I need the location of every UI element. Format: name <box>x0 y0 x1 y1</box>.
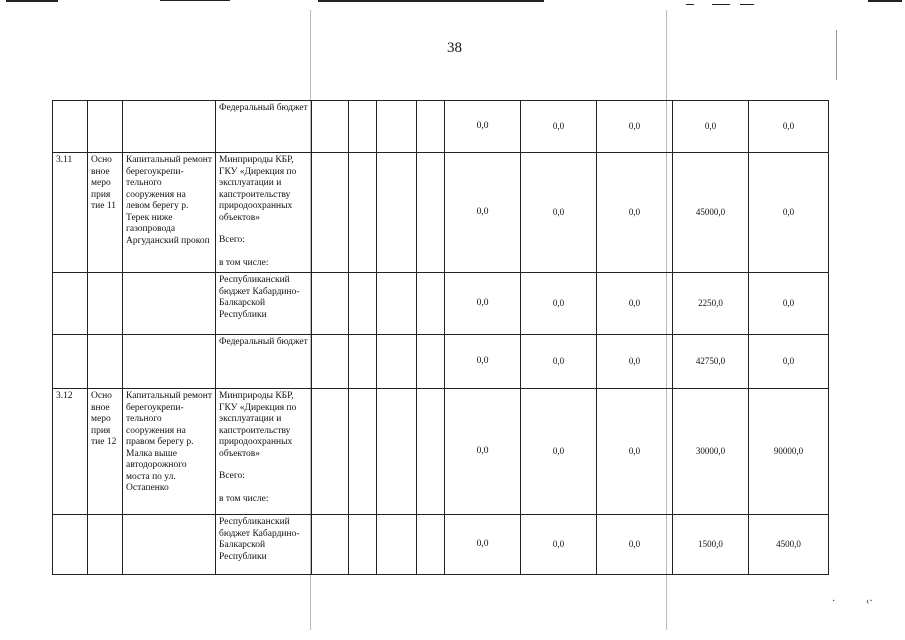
amount-cell: 1500,0 <box>673 515 749 575</box>
event-type-cell <box>88 101 123 153</box>
funding-source-text: Минприроды КБР, ГКУ «Дирекция по эксплуатации и капстроительству природоохранных объектов» <box>219 155 297 223</box>
event-name-cell: Капитальный ремонт берегоукрепи-тельного сооружения на правом берегу р. Малка выше автодорожного моста по ул. Остапенко <box>123 389 216 515</box>
code-cell <box>312 335 349 389</box>
amount-cell: 0,0 <box>521 335 597 389</box>
amount-cell: 30000,0 <box>673 389 749 515</box>
scan-artifact-line <box>686 4 694 5</box>
amount-cell: 0,0 <box>597 515 673 575</box>
event-type-cell: Осно вное меро прия тие 11 <box>88 153 123 273</box>
amount-cell: 0,0 <box>749 153 829 273</box>
row-number-cell <box>53 515 88 575</box>
amount-cell: 0,0 <box>521 101 597 153</box>
funding-source-cell <box>216 153 312 273</box>
amount-cell: 0,0 <box>521 515 597 575</box>
code-cell <box>417 515 445 575</box>
scan-speck: · <box>832 596 836 607</box>
scan-artifact-line <box>6 0 58 2</box>
scan-artifact-line <box>160 0 230 1</box>
code-cell <box>417 153 445 273</box>
code-cell <box>417 273 445 335</box>
funding-total-label: в том числе: <box>219 493 269 504</box>
code-cell <box>417 335 445 389</box>
code-cell <box>349 153 377 273</box>
scan-artifact-line <box>740 4 754 5</box>
code-cell <box>417 389 445 515</box>
funding-total-label: Всего: <box>219 471 245 481</box>
funding-total-label: Всего: <box>219 235 245 245</box>
spacer <box>219 224 308 235</box>
row-number-cell: 3.12 <box>53 389 88 515</box>
spacer <box>219 460 308 471</box>
code-cell <box>377 335 417 389</box>
event-type-cell <box>88 515 123 575</box>
row-number-cell <box>53 335 88 389</box>
table-row <box>53 335 829 389</box>
page-number: 38 <box>447 40 462 56</box>
funding-total-label: в том числе: <box>219 257 269 268</box>
funding-source-text: Республиканский бюджет Кабардино-Балкарской Республики <box>219 275 300 320</box>
amount-cell: 0,0 <box>445 335 521 389</box>
table-row <box>53 153 829 273</box>
code-cell <box>312 101 349 153</box>
amount-cell: 0,0 <box>749 273 829 335</box>
row-number-cell <box>53 273 88 335</box>
spacer <box>219 483 308 494</box>
amount-cell: 2250,0 <box>673 273 749 335</box>
funding-source-text: Федеральный бюджет <box>219 337 308 347</box>
code-cell <box>377 389 417 515</box>
code-cell <box>349 101 377 153</box>
funding-source-cell <box>216 389 312 515</box>
event-name-cell: Капитальный ремонт берегоукрепи-тельного сооружения на левом берегу р. Терек ниже газопровода Аргуданский прокоп <box>123 153 216 273</box>
table-row <box>53 389 829 515</box>
event-type-cell: Осно вное меро прия тие 12 <box>88 389 123 515</box>
code-cell <box>377 273 417 335</box>
amount-cell: 0,0 <box>521 389 597 515</box>
amount-cell: 0,0 <box>445 101 521 153</box>
table-row <box>53 515 829 575</box>
funding-source-cell <box>216 335 312 389</box>
event-name-cell <box>123 273 216 335</box>
row-number-cell: 3.11 <box>53 153 88 273</box>
amount-cell: 90000,0 <box>749 389 829 515</box>
row-number-cell <box>53 101 88 153</box>
amount-cell: 0,0 <box>597 335 673 389</box>
code-cell <box>417 101 445 153</box>
amount-cell: 0,0 <box>521 153 597 273</box>
event-type-cell <box>88 273 123 335</box>
amount-cell: 0,0 <box>521 273 597 335</box>
funding-source-text: Федеральный бюджет <box>219 103 308 113</box>
code-cell <box>377 101 417 153</box>
code-cell <box>349 515 377 575</box>
amount-cell: 0,0 <box>749 335 829 389</box>
event-name-cell <box>123 335 216 389</box>
code-cell <box>349 389 377 515</box>
code-cell <box>349 273 377 335</box>
event-type-cell <box>88 335 123 389</box>
amount-cell: 42750,0 <box>673 335 749 389</box>
event-name-cell <box>123 101 216 153</box>
amount-cell: 0,0 <box>673 101 749 153</box>
amount-cell: 0,0 <box>445 515 521 575</box>
funding-source-text: Республиканский бюджет Кабардино-Балкарской Республики <box>219 517 300 562</box>
amount-cell: 0,0 <box>597 273 673 335</box>
amount-cell: 4500,0 <box>749 515 829 575</box>
scan-artifact-line <box>868 0 902 2</box>
scan-artifact-line <box>712 4 730 5</box>
table-row <box>53 101 829 153</box>
amount-cell: 0,0 <box>445 153 521 273</box>
code-cell <box>312 389 349 515</box>
code-cell <box>349 335 377 389</box>
code-cell <box>312 153 349 273</box>
amount-cell: 0,0 <box>749 101 829 153</box>
code-cell <box>377 153 417 273</box>
amount-cell: 0,0 <box>597 389 673 515</box>
funding-source-cell <box>216 515 312 575</box>
program-table <box>52 100 829 575</box>
amount-cell: 0,0 <box>445 273 521 335</box>
table-row <box>53 273 829 335</box>
fold-line <box>836 30 837 80</box>
amount-cell: 0,0 <box>597 101 673 153</box>
funding-source-cell <box>216 101 312 153</box>
scan-artifact-line <box>318 0 544 2</box>
funding-source-text: Минприроды КБР, ГКУ «Дирекция по эксплуатации и капстроительству природоохранных объектов» <box>219 391 297 459</box>
amount-cell: 0,0 <box>445 389 521 515</box>
code-cell <box>312 273 349 335</box>
amount-cell: 45000,0 <box>673 153 749 273</box>
scan-speck: ‹· <box>866 596 873 607</box>
event-name-cell <box>123 515 216 575</box>
code-cell <box>312 515 349 575</box>
amount-cell: 0,0 <box>597 153 673 273</box>
code-cell <box>377 515 417 575</box>
funding-source-cell <box>216 273 312 335</box>
spacer <box>219 247 308 258</box>
